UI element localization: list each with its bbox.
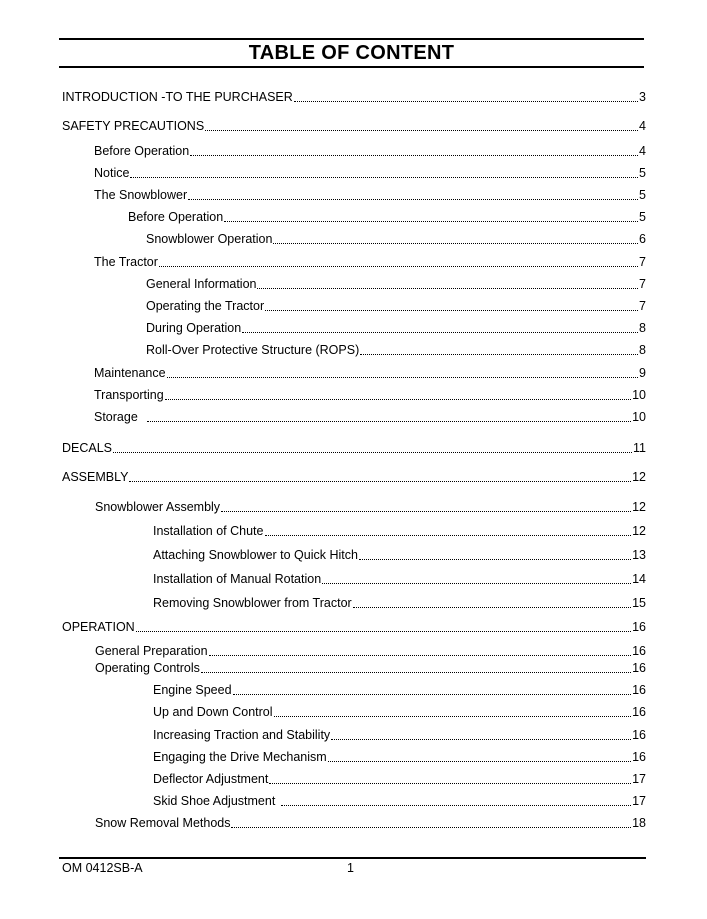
- toc-entry-before-operation: Before Operation 4: [94, 144, 646, 158]
- toc-entry-maintenance: Maintenance 9: [94, 366, 646, 380]
- toc-entry-attaching-snowblower: Attaching Snowblower to Quick Hitch 13: [153, 548, 646, 562]
- toc-entry-skid-shoe-adjustment: Skid Shoe Adjustment 17: [153, 794, 646, 808]
- toc-entry-operating-controls: Operating Controls 16: [95, 661, 646, 675]
- footer-page-number: 1: [347, 861, 354, 875]
- toc-entry-transporting: Transporting 10: [94, 388, 646, 402]
- toc-entry-snowblower-before-operation: Before Operation 5: [128, 210, 646, 224]
- toc-entry-rops: Roll-Over Protective Structure (ROPS) 8: [146, 343, 646, 357]
- toc-entry-storage: Storage 10: [94, 410, 646, 424]
- toc-entry-general-preparation: General Preparation 16: [95, 644, 646, 658]
- toc-entry-the-snowblower: The Snowblower 5: [94, 188, 646, 202]
- toc-entry-during-operation: During Operation 8: [146, 321, 646, 335]
- toc-entry-operation: OPERATION 16: [62, 620, 646, 634]
- toc-entry-assembly: ASSEMBLY 12: [62, 470, 646, 484]
- toc-entry-operating-the-tractor: Operating the Tractor 7: [146, 299, 646, 313]
- toc-entry-removing-snowblower: Removing Snowblower from Tractor 15: [153, 596, 646, 610]
- toc-entry-traction-stability: Increasing Traction and Stability 16: [153, 728, 646, 742]
- title-underline: [59, 66, 644, 68]
- toc-entry-deflector-adjustment: Deflector Adjustment 17: [153, 772, 646, 786]
- toc-entry-snowblower-assembly: Snowblower Assembly 12: [95, 500, 646, 514]
- toc-entry-safety-precautions: SAFETY PRECAUTIONS 4: [62, 119, 646, 133]
- toc-entry-installation-of-chute: Installation of Chute 12: [153, 524, 646, 538]
- toc-entry-snow-removal-methods: Snow Removal Methods 18: [95, 816, 646, 830]
- toc-entry-the-tractor: The Tractor 7: [94, 255, 646, 269]
- toc-entry-drive-mechanism: Engaging the Drive Mechanism 16: [153, 750, 646, 764]
- toc-entry-decals: DECALS 11: [62, 441, 646, 455]
- toc-entry-manual-rotation: Installation of Manual Rotation 14: [153, 572, 646, 586]
- toc-entry-introduction: INTRODUCTION -TO THE PURCHASER 3: [62, 90, 646, 104]
- toc-entry-notice: Notice 5: [94, 166, 646, 180]
- toc-entry-general-information: General Information 7: [146, 277, 646, 291]
- toc-entry-up-down-control: Up and Down Control 16: [153, 705, 646, 719]
- page-title: TABLE OF CONTENT: [248, 42, 455, 64]
- footer-document-id: OM 0412SB-A: [62, 861, 143, 875]
- toc-entry-engine-speed: Engine Speed 16: [153, 683, 646, 697]
- toc-entry-snowblower-operation: Snowblower Operation 6: [146, 232, 646, 246]
- footer-rule: [59, 857, 646, 859]
